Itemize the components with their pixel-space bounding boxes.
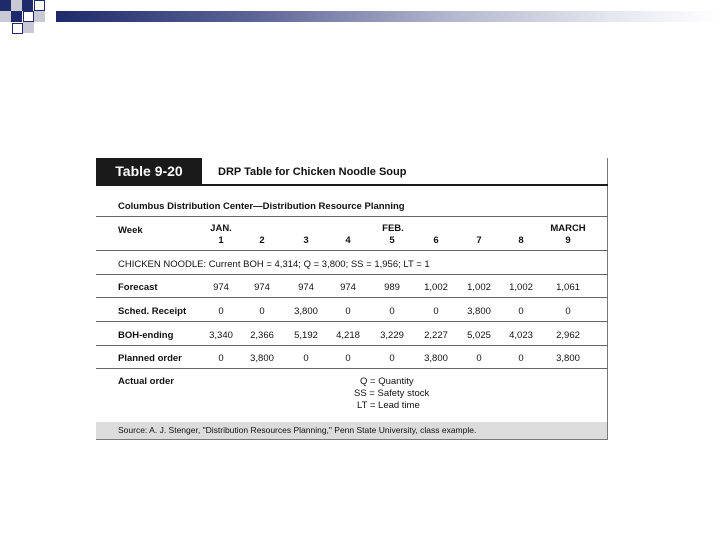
decor-square <box>34 11 45 22</box>
table-title: DRP Table for Chicken Noodle Soup <box>218 166 407 178</box>
decor-square <box>11 0 22 11</box>
table-subtitle: Columbus Distribution Center—Distribution Resource Planning <box>118 201 405 212</box>
table-number: Table 9-20 <box>96 158 202 184</box>
table-cell: 1,061 <box>556 282 580 293</box>
month-feb: FEB. <box>382 223 404 234</box>
decor-square <box>23 11 34 22</box>
divider <box>96 345 608 346</box>
row-label: Planned order <box>118 353 182 364</box>
table-cell: 974 <box>254 282 270 293</box>
table-cell: 1,002 <box>424 282 448 293</box>
item-parameters: CHICKEN NOODLE: Current BOH = 4,314; Q = 3,800; SS = 1,956; LT = 1 <box>118 259 430 270</box>
row-label: BOH-ending <box>118 330 174 341</box>
legend <box>354 376 430 412</box>
week-number: 5 <box>389 235 395 246</box>
table-cell: 0 <box>518 306 524 317</box>
table-cell: 5,025 <box>467 330 491 341</box>
table-cell: 4,023 <box>509 330 533 341</box>
legend-item: LT = Lead time <box>357 400 420 411</box>
legend-item: SS = Safety stock <box>354 388 430 399</box>
table-cell: 5,192 <box>294 330 318 341</box>
table-cell: 3,800 <box>294 306 318 317</box>
source-note: Source: A. J. Stenger, "Distribution Resources Planning," Penn State University, class example. <box>96 422 607 439</box>
week-number: 9 <box>565 235 571 246</box>
divider <box>96 274 608 275</box>
row-label: Sched. Receipt <box>118 306 187 317</box>
table-cell: 1,002 <box>467 282 491 293</box>
divider <box>96 216 608 217</box>
week-number: 4 <box>345 235 351 246</box>
table-cell: 3,800 <box>424 353 448 364</box>
table-cell: 0 <box>389 353 395 364</box>
table-cell: 0 <box>218 353 224 364</box>
table-cell: 974 <box>213 282 229 293</box>
table-cell: 0 <box>476 353 482 364</box>
table-cell: 0 <box>518 353 524 364</box>
table-header <box>96 158 608 184</box>
month-march: MARCH <box>550 223 586 234</box>
title-gradient-bar <box>56 11 720 22</box>
actual-order-label: Actual order <box>118 376 174 387</box>
table-cell: 0 <box>303 353 309 364</box>
decor-square <box>11 11 22 22</box>
table-cell: 3,340 <box>209 330 233 341</box>
divider <box>96 368 608 369</box>
week-number: 8 <box>518 235 524 246</box>
week-label: Week <box>118 225 143 236</box>
table-cell: 1,002 <box>509 282 533 293</box>
table-cell: 0 <box>565 306 571 317</box>
divider <box>96 297 608 298</box>
week-number: 2 <box>259 235 265 246</box>
drp-table-figure <box>96 158 608 440</box>
week-number: 6 <box>433 235 439 246</box>
table-cell: 2,366 <box>250 330 274 341</box>
decor-square <box>23 22 34 33</box>
table-cell: 974 <box>340 282 356 293</box>
decor-square <box>34 0 45 11</box>
table-cell: 0 <box>259 306 265 317</box>
table-cell: 0 <box>433 306 439 317</box>
decor-square <box>12 23 23 34</box>
decor-square <box>22 0 33 11</box>
header-divider <box>96 184 608 186</box>
table-cell: 2,227 <box>424 330 448 341</box>
slide-decoration <box>0 0 720 40</box>
divider <box>96 321 608 322</box>
table-cell: 3,800 <box>467 306 491 317</box>
table-cell: 0 <box>345 353 351 364</box>
decor-square <box>0 11 11 22</box>
legend-item: Q = Quantity <box>360 376 414 387</box>
table-cell: 2,962 <box>556 330 580 341</box>
table-cell: 4,218 <box>336 330 360 341</box>
table-cell: 3,229 <box>380 330 404 341</box>
week-number: 3 <box>303 235 309 246</box>
table-cell: 0 <box>218 306 224 317</box>
week-number: 7 <box>476 235 482 246</box>
table-cell: 0 <box>345 306 351 317</box>
table-cell: 3,800 <box>250 353 274 364</box>
table-cell: 989 <box>384 282 400 293</box>
week-number: 1 <box>218 235 224 246</box>
month-jan: JAN. <box>210 223 232 234</box>
divider <box>96 250 608 251</box>
table-cell: 974 <box>298 282 314 293</box>
decor-square <box>0 0 11 11</box>
table-cell: 0 <box>389 306 395 317</box>
table-cell: 3,800 <box>556 353 580 364</box>
row-label: Forecast <box>118 282 158 293</box>
